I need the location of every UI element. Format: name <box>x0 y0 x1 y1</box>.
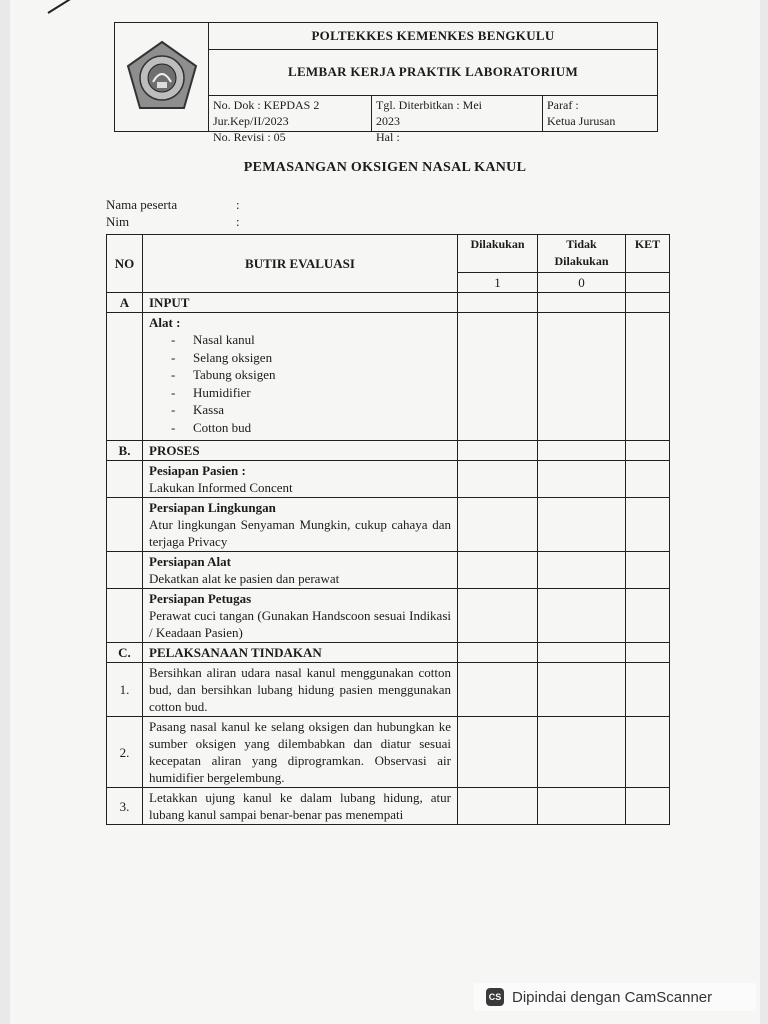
institution-name: POLTEKKES KEMENKES BENGKULU <box>209 23 657 50</box>
check-cell <box>626 589 670 643</box>
issue-date-label: Tgl. Diterbitkan : Mei <box>376 98 482 112</box>
check-cell <box>458 717 538 788</box>
section-row-input <box>107 293 670 313</box>
table-row <box>107 552 670 589</box>
check-cell <box>458 589 538 643</box>
issue-date-cell <box>372 95 543 144</box>
row-no <box>107 461 143 498</box>
check-cell <box>458 552 538 589</box>
section-row-proses <box>107 441 670 461</box>
section-label: PROSES <box>143 441 458 461</box>
document-header <box>114 22 658 144</box>
section-row-pelaksanaan <box>107 643 670 663</box>
score-dilakukan: 1 <box>458 273 538 293</box>
check-cell <box>538 293 626 313</box>
check-cell <box>538 313 626 441</box>
emblem-icon <box>123 38 201 116</box>
signature-cell <box>543 95 657 131</box>
check-cell <box>458 461 538 498</box>
proses-text: Lakukan Informed Concent <box>149 480 293 495</box>
check-cell <box>538 643 626 663</box>
col-header-dilakukan: Dilakukan <box>458 235 538 273</box>
table-header-row <box>107 235 670 273</box>
check-cell <box>538 552 626 589</box>
paraf-label: Paraf : <box>547 98 579 112</box>
proses-title: Persiapan Petugas <box>149 591 252 606</box>
check-cell <box>538 663 626 717</box>
pen-mark <box>47 0 82 14</box>
camscanner-icon: CS <box>486 988 504 1006</box>
step-text: Bersihkan aliran udara nasal kanul menggunakan cotton bud, dan bersihkan lubang hidung pasien menggunakan cotton bud. <box>143 663 458 717</box>
issue-date-year: 2023 <box>376 114 400 128</box>
table-row <box>107 313 670 441</box>
check-cell <box>626 717 670 788</box>
check-cell <box>458 663 538 717</box>
col-header-ket: KET <box>626 235 670 273</box>
col-header-butir: BUTIR EVALUASI <box>143 235 458 293</box>
list-item: - Kassa <box>171 401 451 419</box>
alat-label: Alat : <box>149 315 181 330</box>
step-no: 1. <box>107 663 143 717</box>
check-cell <box>626 788 670 825</box>
check-cell <box>626 663 670 717</box>
col-header-no: NO <box>107 235 143 293</box>
check-cell <box>538 498 626 552</box>
section-label: PELAKSANAAN TINDAKAN <box>143 643 458 663</box>
check-cell <box>538 589 626 643</box>
section-label: INPUT <box>143 293 458 313</box>
page-label: Hal : <box>376 130 400 144</box>
check-cell <box>626 498 670 552</box>
check-cell <box>626 461 670 498</box>
participant-name-field <box>106 197 240 213</box>
check-cell <box>538 717 626 788</box>
check-cell <box>458 643 538 663</box>
check-cell <box>626 313 670 441</box>
alat-cell <box>143 313 458 441</box>
revision-number: No. Revisi : 05 <box>213 130 286 144</box>
document-sheet <box>10 0 760 1024</box>
check-cell <box>458 498 538 552</box>
row-no <box>107 313 143 441</box>
nim-label: Nim <box>106 214 130 229</box>
proses-title: Persiapan Alat <box>149 554 231 569</box>
camscanner-text: Dipindai dengan CamScanner <box>512 988 713 1006</box>
section-no: B. <box>107 441 143 461</box>
check-cell <box>458 293 538 313</box>
check-cell <box>626 552 670 589</box>
table-row <box>107 717 670 788</box>
proses-cell <box>143 498 458 552</box>
check-cell <box>626 643 670 663</box>
proses-title: Persiapan Lingkungan <box>149 500 276 515</box>
score-tidak: 0 <box>538 273 626 293</box>
proses-cell <box>143 589 458 643</box>
doc-number-cell <box>209 95 372 144</box>
proses-text: Atur lingkungan Senyaman Mungkin, cukup cahaya dan terjaga Privacy <box>149 517 451 549</box>
step-text: Letakkan ujung kanul ke dalam lubang hidung, atur lubang kanul sampai benar-benar pas menempati <box>143 788 458 825</box>
check-cell <box>626 441 670 461</box>
proses-title: Pesiapan Pasien : <box>149 463 246 478</box>
row-no <box>107 589 143 643</box>
camscanner-badge <box>474 983 756 1011</box>
table-row <box>107 663 670 717</box>
check-cell <box>538 441 626 461</box>
check-cell <box>538 788 626 825</box>
nim-colon: : <box>236 214 240 229</box>
institution-logo <box>115 23 209 131</box>
step-text: Pasang nasal kanul ke selang oksigen dan hubungkan ke sumber oksigen yang dilembabkan dan diatur sesuai kecepatan aliran yang diprogramkan. Observasi air humidifier bergelembung. <box>143 717 458 788</box>
proses-cell <box>143 461 458 498</box>
doc-number: No. Dok : KEPDAS 2 <box>213 98 320 112</box>
evaluation-table <box>106 234 670 825</box>
ketua-label: Ketua Jurusan <box>547 114 616 128</box>
table-row <box>107 589 670 643</box>
section-no: C. <box>107 643 143 663</box>
check-cell <box>538 461 626 498</box>
list-item: - Selang oksigen <box>171 349 451 367</box>
document-type: LEMBAR KERJA PRAKTIK LABORATORIUM <box>209 49 657 96</box>
alat-list <box>149 331 451 436</box>
proses-text: Perawat cuci tangan (Gunakan Handscoon sesuai Indikasi / Keadaan Pasien) <box>149 608 451 640</box>
check-cell <box>626 293 670 313</box>
section-no: A <box>107 293 143 313</box>
col-header-tidak: Tidak Dilakukan <box>538 235 626 273</box>
step-no: 2. <box>107 717 143 788</box>
check-cell <box>458 788 538 825</box>
check-cell <box>458 441 538 461</box>
doc-number-cont: Jur.Kep/II/2023 <box>213 114 289 128</box>
score-ket <box>626 273 670 293</box>
row-no <box>107 498 143 552</box>
participant-name-colon: : <box>236 197 240 212</box>
table-row <box>107 461 670 498</box>
list-item: - Cotton bud <box>171 419 451 437</box>
check-cell <box>458 313 538 441</box>
list-item: - Humidifier <box>171 384 451 402</box>
page-title: PEMASANGAN OKSIGEN NASAL KANUL <box>243 160 527 175</box>
proses-cell <box>143 552 458 589</box>
table-row <box>107 788 670 825</box>
proses-text: Dekatkan alat ke pasien dan perawat <box>149 571 340 586</box>
nim-field <box>106 214 240 230</box>
list-item: - Nasal kanul <box>171 331 451 349</box>
row-no <box>107 552 143 589</box>
step-no: 3. <box>107 788 143 825</box>
list-item: - Tabung oksigen <box>171 366 451 384</box>
participant-name-label: Nama peserta <box>106 197 178 212</box>
table-row <box>107 498 670 552</box>
